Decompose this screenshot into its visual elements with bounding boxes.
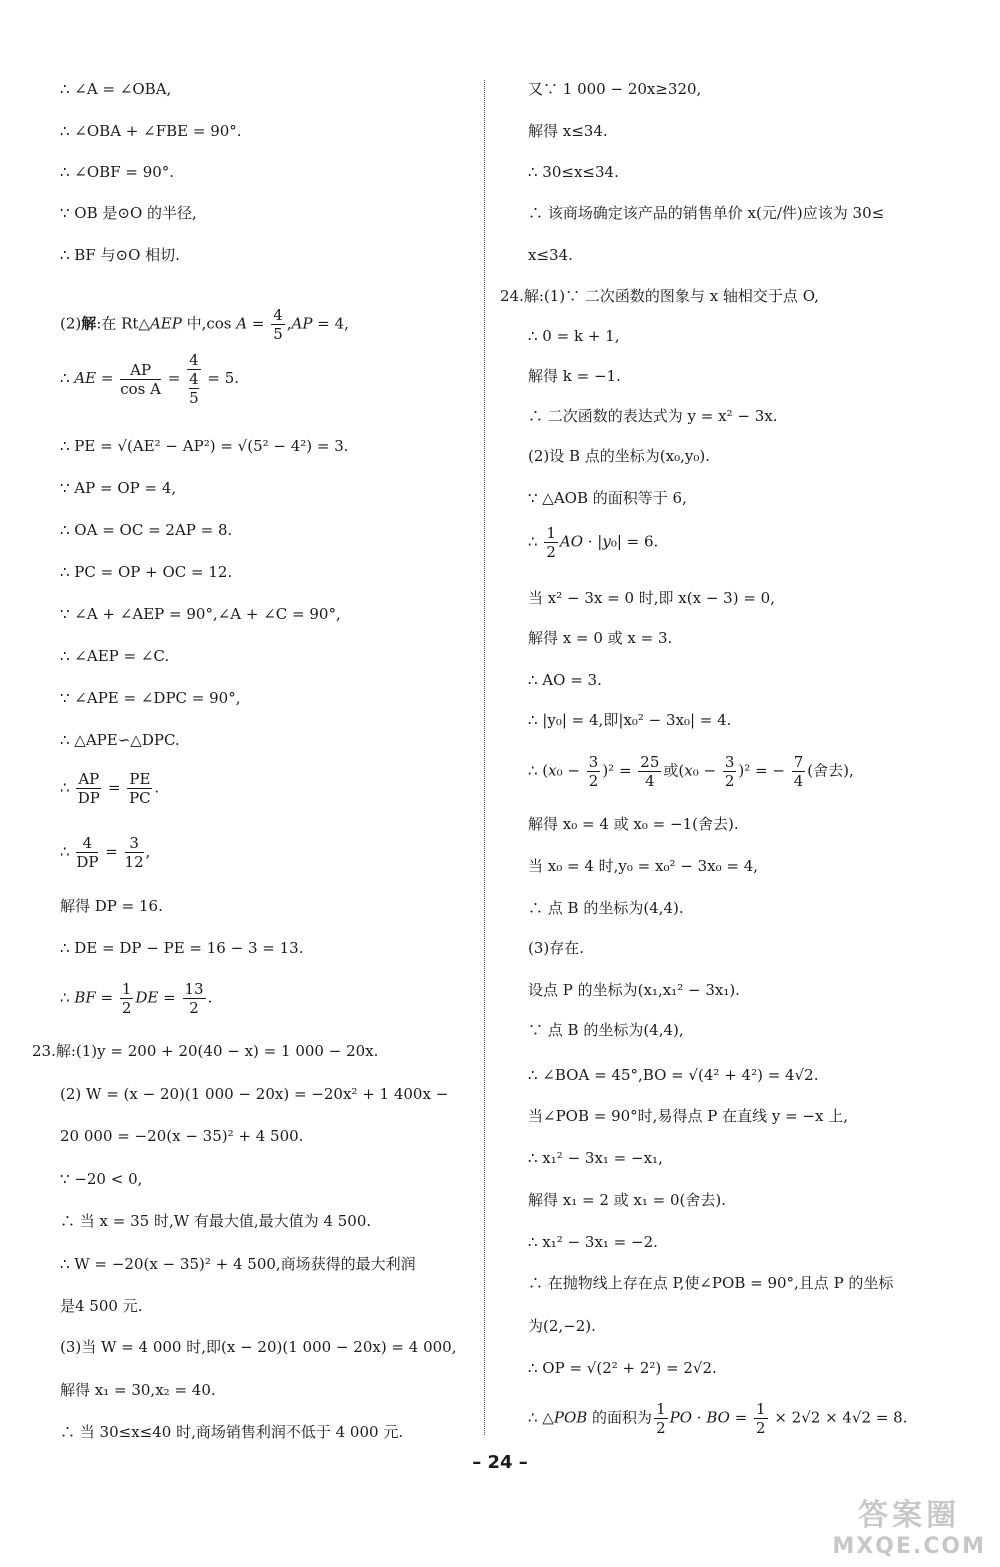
solution-line: 当 x² − 3x = 0 时,即 x(x − 3) = 0, xyxy=(528,589,775,607)
solution-line: (2) W = (x − 20)(1 000 − 20x) = −20x² + 1 400x − xyxy=(60,1085,449,1103)
solution-line: x≤34. xyxy=(528,246,573,264)
solution-line: ∴ ∠BOA = 45°,BO = √(4² + 4²) = 4√2. xyxy=(528,1066,819,1084)
solution-line: 20 000 = −20(x − 35)² + 4 500. xyxy=(60,1127,304,1145)
solution-line: ∴ x₁² − 3x₁ = −x₁, xyxy=(528,1149,663,1167)
solution-line-formula: ∴ $\frac{1}{2}$ AO · |y₀| = 6. xyxy=(528,524,659,561)
fraction: $\frac{1}{2}$ xyxy=(121,980,132,1017)
solution-line: ∴ ∠A = ∠OBA, xyxy=(60,80,172,98)
solution-line: ∴ 该商场确定该产品的销售单价 x(元/件)应该为 30≤ xyxy=(528,204,885,222)
fraction: $\frac{AP}{\text{cos A}}$ xyxy=(120,360,161,398)
solution-line: ∵ −20 < 0, xyxy=(60,1170,143,1188)
solution-line-formula: ∴ △POB 的面积为 $\frac{1}{2}$ PO · BO = $\frac{1}{2}$ × 2√2 × 4√2 = 8. xyxy=(528,1400,908,1437)
solution-line: ∴ 0 = k + 1, xyxy=(528,327,620,345)
solution-line: ∵ ∠A + ∠AEP = 90°,∠A + ∠C = 90°, xyxy=(60,605,341,623)
solution-line: 是4 500 元. xyxy=(60,1297,143,1315)
fraction: $\frac{3}{2}$ xyxy=(724,753,735,790)
solution-line: ∴ 点 B 的坐标为(4,4). xyxy=(528,899,684,917)
solution-line: 为(2,−2). xyxy=(528,1317,596,1335)
solution-line: 解得 x₁ = 2 或 x₁ = 0(舍去). xyxy=(528,1191,727,1209)
solution-line-formula: ∴ $\frac{AP}{DP}$ = $\frac{PE}{PC}$ . xyxy=(60,770,160,807)
question-24-heading: 24.解:(1)∵ 二次函数的图象与 x 轴相交于点 O, xyxy=(500,287,819,305)
solution-line: ∴ 当 30≤x≤40 时,商场销售利润不低于 4 000 元. xyxy=(60,1423,404,1441)
solution-line: 又∵ 1 000 − 20x≥320, xyxy=(528,80,702,98)
solution-line-formula: ∴ (x₀ − $\frac{3}{2}$ )² = $\frac{25}{4}$ 或(x₀ − $\frac{3}{2}$ )² = − $\frac{7}{4}$ (舍去), xyxy=(528,753,854,790)
fraction: $\frac{7}{4}$ xyxy=(793,753,804,790)
solution-line: ∴ OP = √(2² + 2²) = 2√2. xyxy=(528,1359,717,1377)
solution-line: ∴ BF 与⊙O 相切. xyxy=(60,246,180,264)
solution-line: ∵ 点 B 的坐标为(4,4), xyxy=(528,1021,684,1039)
solution-line-formula: ∴ AE = $\frac{AP}{\text{cos A}}$ = 4 4 5 = 5. xyxy=(60,351,240,407)
solution-line: ∵ △AOB 的面积等于 6, xyxy=(528,489,687,507)
fraction: 4 4 5 xyxy=(189,351,199,407)
solution-line: 当∠POB = 90°时,易得点 P 在直线 y = −x 上, xyxy=(528,1107,848,1125)
solution-line: ∴ ∠OBA + ∠FBE = 90°. xyxy=(60,122,242,140)
solution-line: ∴ x₁² − 3x₁ = −2. xyxy=(528,1233,658,1251)
solution-line: ∵ OB 是⊙O 的半径, xyxy=(60,204,197,222)
solution-line: ∴ PE = √(AE² − AP²) = √(5² − 4²) = 3. xyxy=(60,437,349,455)
fraction: $\frac{3}{12}$ xyxy=(124,834,144,871)
solution-line: (3)存在. xyxy=(528,939,585,957)
watermark-logo: 答案圈 MXQE.COM xyxy=(832,1498,986,1559)
solution-line: ∵ ∠APE = ∠DPC = 90°, xyxy=(60,689,241,707)
column-divider xyxy=(484,80,485,1435)
fraction: $\frac{1}{2}$ xyxy=(656,1400,666,1437)
fraction: $\frac{1}{2}$ xyxy=(756,1400,766,1437)
fraction: $\frac{13}{2}$ xyxy=(184,980,204,1017)
solution-line: 设点 P 的坐标为(x₁,x₁² − 3x₁). xyxy=(528,981,740,999)
solution-line-formula: (2)解:在 Rt△AEP 中,cos A = $\frac{4}{5}$ ,AP = 4, xyxy=(60,306,349,343)
solution-line: (2)设 B 点的坐标为(x₀,y₀). xyxy=(528,447,711,465)
fraction: $\frac{AP}{DP}$ xyxy=(77,770,100,807)
solution-line: ∴ 二次函数的表达式为 y = x² − 3x. xyxy=(528,407,778,425)
solution-line: ∴ 当 x = 35 时,W 有最大值,最大值为 4 500. xyxy=(60,1212,372,1230)
page-number: – 24 – xyxy=(472,1452,528,1473)
solution-line: 解得 DP = 16. xyxy=(60,897,163,915)
solution-line: 解得 x₀ = 4 或 x₀ = −1(舍去). xyxy=(528,815,739,833)
solution-line-formula: ∴ $\frac{4}{DP}$ = $\frac{3}{12}$ , xyxy=(60,834,151,871)
fraction: $\frac{3}{2}$ xyxy=(588,753,599,790)
solution-line: ∴ W = −20(x − 35)² + 4 500,商场获得的最大利润 xyxy=(60,1255,416,1273)
solution-line: (3)当 W = 4 000 时,即(x − 20)(1 000 − 20x) = 4 000, xyxy=(60,1338,457,1356)
solution-line: 解得 x = 0 或 x = 3. xyxy=(528,629,673,647)
solution-line: ∴ AO = 3. xyxy=(528,671,602,689)
solution-line: ∴ OA = OC = 2AP = 8. xyxy=(60,521,233,539)
question-23-heading: 23.解:(1)y = 200 + 20(40 − x) = 1 000 − 20x. xyxy=(32,1042,379,1060)
solution-line: ∴ DE = DP − PE = 16 − 3 = 13. xyxy=(60,939,304,957)
solution-line: 当 x₀ = 4 时,y₀ = x₀² − 3x₀ = 4, xyxy=(528,857,759,875)
solution-line: ∴ PC = OP + OC = 12. xyxy=(60,563,233,581)
solution-line: ∴ 30≤x≤34. xyxy=(528,163,619,181)
solution-line: 解得 x₁ = 30,x₂ = 40. xyxy=(60,1381,216,1399)
solution-line: ∴ |y₀| = 4,即|x₀² − 3x₀| = 4. xyxy=(528,711,732,729)
fraction: $\frac{4}{DP}$ xyxy=(76,834,99,871)
solution-line: ∴ △APE∽△DPC. xyxy=(60,731,180,749)
fraction: $\frac{1}{2}$ xyxy=(546,524,556,561)
fraction: $\frac{PE}{PC}$ xyxy=(129,770,151,807)
solution-line: ∵ AP = OP = 4, xyxy=(60,479,177,497)
solution-line: ∴ ∠OBF = 90°. xyxy=(60,163,175,181)
solution-line-formula: ∴ BF = $\frac{1}{2}$ DE = $\frac{13}{2}$ . xyxy=(60,980,213,1017)
solution-line: 解得 x≤34. xyxy=(528,122,608,140)
fraction: $\frac{25}{4}$ xyxy=(640,753,660,790)
solution-line: ∴ ∠AEP = ∠C. xyxy=(60,647,170,665)
fraction: $\frac{4}{5}$ xyxy=(273,306,283,343)
solution-line: ∴ 在抛物线上存在点 P,使∠POB = 90°,且点 P 的坐标 xyxy=(528,1274,894,1292)
solution-line: 解得 k = −1. xyxy=(528,367,621,385)
